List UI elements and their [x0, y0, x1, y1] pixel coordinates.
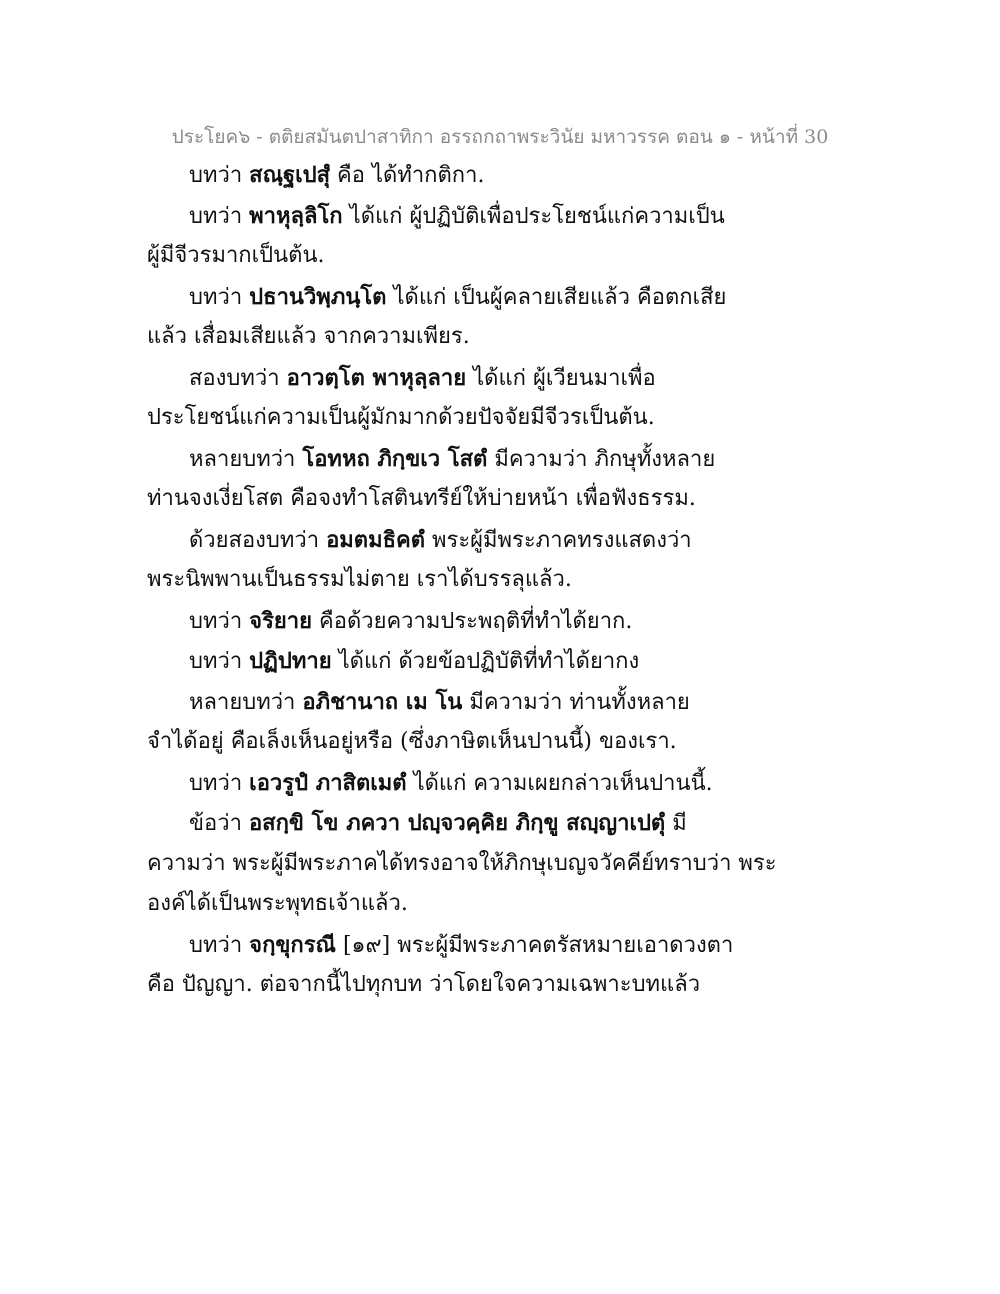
pali-term: อภิชานาถ เม โน [302, 688, 463, 715]
text-run: บทว่า [189, 203, 250, 229]
text-line [147, 884, 847, 925]
text-run: ประโยชน์แก่ความเป็นผู้มักมากด้วยปัจจัยมีจีวรเป็นต้น. [147, 405, 655, 430]
text-run: ได้แก่ ผู้เวียนมาเพื่อ [466, 365, 656, 391]
text-line [147, 520, 847, 561]
pali-term: ปฏิปทาย [249, 648, 332, 674]
text-run: บทว่า [189, 163, 250, 188]
text-run: บทว่า [189, 284, 250, 310]
text-run: ท่านจงเงี่ยโสต คือจงทำโสตินทรีย์ให้บ่ายหน้า เพื่อฟังธรรม. [147, 486, 696, 511]
text-run: มีความว่า ท่านทั้งหลาย [462, 689, 690, 715]
text-run: [๑๙] พระผู้มีพระภาคตรัสหมายเอาดวงตา [335, 932, 734, 958]
text-run: แล้ว เสื่อมเสียแล้ว จากความเพียร. [147, 324, 470, 349]
text-run: หลายบทว่า [189, 446, 303, 472]
text-run: มี [665, 811, 687, 836]
text-line [147, 398, 847, 439]
pali-term: อสกฺขิ โข ภควา ปญฺจวคฺคิย ภิกฺขู สญฺญาเปตุํ [248, 810, 666, 836]
text-run: บทว่า [189, 608, 250, 634]
text-line [147, 155, 847, 196]
text-run: จำได้อยู่ คือเล็งเห็นอยู่หรือ (ซึ่งภาษิตเห็นปานนี้) ของเรา. [147, 729, 677, 754]
text-run: คือ ปัญญา. ต่อจากนี้ไปทุกบท ว่าโดยใจความเฉพาะบทแล้ว [147, 972, 701, 997]
text-run: ได้แก่ เป็นผู้คลายเสียแล้ว คือตกเสีย [386, 284, 727, 310]
document-body [147, 155, 847, 1006]
pali-term: อมตมธิคตํ [326, 526, 426, 553]
text-run: ได้แก่ ผู้ปฏิบัติเพื่อประโยชน์แก่ความเป็น [342, 203, 725, 229]
text-run: ได้แก่ ความเผยกล่าวเห็นปานนี้. [406, 770, 713, 796]
text-line [147, 439, 847, 480]
text-run: สองบทว่า [189, 365, 287, 391]
pali-term: ปธานวิพฺภนฺโต [249, 283, 387, 310]
text-run: ข้อว่า [189, 811, 249, 836]
text-run: พระนิพพานเป็นธรรมไม่ตาย เราได้บรรลุแล้ว. [147, 567, 572, 592]
pali-term: จกฺขุกรณี [249, 931, 336, 958]
text-line [147, 277, 847, 318]
text-line [147, 358, 847, 399]
text-line [147, 236, 847, 277]
text-run: ผู้มีจีวรมากเป็นต้น. [147, 243, 325, 268]
text-line [147, 196, 847, 237]
text-line [147, 722, 847, 763]
text-run: บทว่า [189, 649, 250, 674]
text-line [147, 682, 847, 723]
text-run: พระผู้มีพระภาคทรงแสดงว่า [425, 527, 692, 553]
pali-term: จริยาย [249, 607, 313, 634]
pali-term: โอทหถ ภิกฺขเว โสตํ [302, 445, 488, 472]
text-run: ด้วยสองบทว่า [189, 527, 327, 553]
text-run: บทว่า [189, 770, 250, 796]
text-run: ความว่า พระผู้มีพระภาคได้ทรงอาจให้ภิกษุเบญจวัคคีย์ทราบว่า พระ [147, 850, 777, 876]
text-line [147, 965, 847, 1006]
text-run: หลายบทว่า [189, 689, 303, 715]
text-line [147, 601, 847, 642]
pali-term: อาวตฺโต พาหุลฺลาย [286, 364, 467, 391]
text-line [147, 641, 847, 682]
text-line [147, 479, 847, 520]
pali-term: สณฺฐเปสุํ [249, 162, 331, 188]
text-line [147, 844, 847, 885]
text-run: มีความว่า ภิกษุทั้งหลาย [487, 446, 716, 472]
text-line [147, 317, 847, 358]
pali-term: เอวรูปํ ภาสิตเมตํ [249, 769, 407, 796]
text-run: คือ ได้ทำกติกา. [330, 163, 485, 188]
text-run: บทว่า [189, 932, 250, 958]
text-line [147, 560, 847, 601]
text-run: องค์ได้เป็นพระพุทธเจ้าแล้ว. [147, 891, 408, 916]
text-line [147, 925, 847, 966]
running-header: ประโยค๖ - ตติยสมันตปาสาทิกา อรรถกถาพระวินัย มหาวรรค ตอน ๑ - หน้าที่ 30 [171, 126, 829, 148]
text-run: ได้แก่ ด้วยข้อปฏิบัติที่ทำได้ยากง [331, 649, 640, 674]
text-line [147, 763, 847, 804]
text-line [147, 803, 847, 844]
text-run: คือด้วยความประพฤติที่ทำได้ยาก. [312, 608, 633, 634]
pali-term: พาหุลฺลิโก [249, 202, 343, 229]
